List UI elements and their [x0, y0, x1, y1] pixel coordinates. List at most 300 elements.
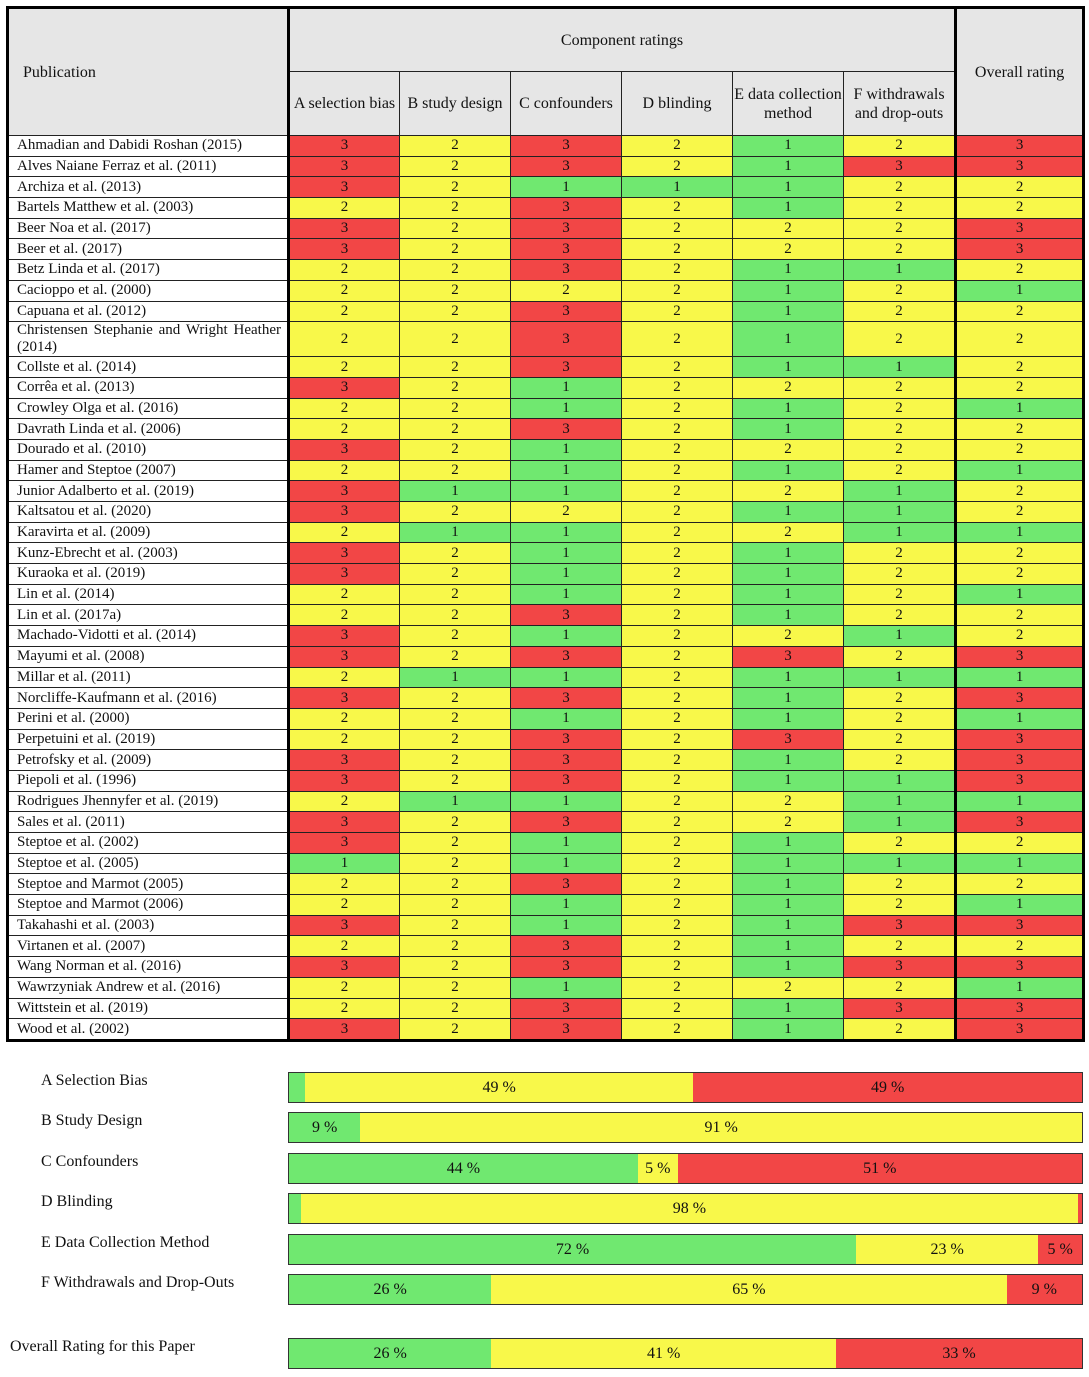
rating-cell-overall: 3 — [956, 688, 1084, 709]
stacked-bar — [288, 1193, 1083, 1224]
rating-cell-selection-bias: 3 — [289, 177, 400, 198]
stacked-bar — [288, 1338, 1083, 1369]
rating-cell-confounders: 3 — [511, 729, 622, 750]
rating-cell-study-design: 1 — [400, 667, 511, 688]
table-row — [8, 750, 1084, 771]
rating-cell-withdrawals: 2 — [844, 1019, 956, 1041]
table-row — [8, 957, 1084, 978]
rating-cell-confounders: 3 — [511, 419, 622, 440]
rating-cell-blinding: 2 — [622, 688, 733, 709]
rating-cell-withdrawals: 2 — [844, 322, 956, 357]
rating-cell-study-design: 2 — [400, 626, 511, 647]
rating-cell-blinding: 2 — [622, 460, 733, 481]
rating-cell-selection-bias: 3 — [289, 136, 400, 157]
rating-cell-study-design: 1 — [400, 791, 511, 812]
rating-cell-blinding: 2 — [622, 419, 733, 440]
rating-cell-selection-bias: 3 — [289, 502, 400, 523]
rating-cell-confounders: 1 — [511, 398, 622, 419]
rating-cell-selection-bias: 2 — [289, 895, 400, 916]
bar-segment-red — [1078, 1194, 1082, 1223]
rating-cell-overall: 3 — [956, 646, 1084, 667]
rating-cell-confounders: 1 — [511, 977, 622, 998]
rating-cell-withdrawals: 2 — [844, 136, 956, 157]
rating-cell-confounders: 1 — [511, 177, 622, 198]
rating-cell-confounders: 1 — [511, 543, 622, 564]
rating-cell-selection-bias: 2 — [289, 280, 400, 301]
rating-cell-data-collection: 1 — [733, 156, 844, 177]
rating-cell-study-design: 2 — [400, 198, 511, 219]
publication-cell: Wittstein et al. (2019) — [8, 998, 289, 1019]
rating-cell-withdrawals: 2 — [844, 833, 956, 854]
summary-label: E Data Collection Method — [41, 1234, 210, 1251]
publication-cell: Corrêa et al. (2013) — [8, 377, 289, 398]
rating-cell-selection-bias: 3 — [289, 377, 400, 398]
rating-cell-selection-bias: 1 — [289, 853, 400, 874]
rating-cell-selection-bias: 2 — [289, 522, 400, 543]
rating-cell-blinding: 2 — [622, 543, 733, 564]
table-row — [8, 646, 1084, 667]
rating-cell-withdrawals: 3 — [844, 156, 956, 177]
rating-cell-withdrawals: 2 — [844, 439, 956, 460]
rating-cell-overall: 2 — [956, 874, 1084, 895]
rating-cell-overall: 1 — [956, 280, 1084, 301]
rating-cell-overall: 1 — [956, 667, 1084, 688]
rating-cell-overall: 1 — [956, 398, 1084, 419]
rating-cell-study-design: 2 — [400, 502, 511, 523]
rating-cell-confounders: 3 — [511, 301, 622, 322]
rating-cell-overall: 3 — [956, 770, 1084, 791]
rating-cell-blinding: 2 — [622, 812, 733, 833]
stacked-bar — [288, 1274, 1083, 1305]
rating-cell-overall: 3 — [956, 218, 1084, 239]
publication-header: Publication — [8, 8, 289, 136]
rating-cell-data-collection: 1 — [733, 998, 844, 1019]
summary-row — [0, 1183, 1089, 1223]
rating-cell-study-design: 2 — [400, 646, 511, 667]
rating-cell-confounders: 3 — [511, 198, 622, 219]
bar-segment-red: 51 % — [678, 1154, 1082, 1183]
component-ratings-header: Component ratings — [289, 8, 956, 72]
rating-cell-data-collection: 1 — [733, 853, 844, 874]
bar-segment-green: 72 % — [289, 1235, 856, 1264]
rating-cell-confounders: 3 — [511, 998, 622, 1019]
bar-segment-green: 9 % — [289, 1113, 360, 1142]
table-row — [8, 1019, 1084, 1041]
table-row — [8, 729, 1084, 750]
table-row — [8, 977, 1084, 998]
rating-cell-blinding: 1 — [622, 177, 733, 198]
rating-cell-blinding: 2 — [622, 218, 733, 239]
publication-cell: Davrath Linda et al. (2006) — [8, 419, 289, 440]
rating-cell-data-collection: 2 — [733, 481, 844, 502]
rating-cell-data-collection: 1 — [733, 280, 844, 301]
rating-cell-overall: 2 — [956, 260, 1084, 281]
rating-cell-data-collection: 1 — [733, 770, 844, 791]
rating-cell-withdrawals: 2 — [844, 729, 956, 750]
rating-cell-study-design: 2 — [400, 977, 511, 998]
rating-cell-withdrawals: 2 — [844, 977, 956, 998]
rating-cell-selection-bias: 2 — [289, 708, 400, 729]
rating-cell-blinding: 2 — [622, 198, 733, 219]
rating-cell-withdrawals: 2 — [844, 564, 956, 585]
rating-cell-overall: 2 — [956, 564, 1084, 585]
rating-cell-data-collection: 1 — [733, 136, 844, 157]
rating-cell-selection-bias: 2 — [289, 260, 400, 281]
rating-cell-overall: 1 — [956, 460, 1084, 481]
table-row — [8, 584, 1084, 605]
publication-cell: Wood et al. (2002) — [8, 1019, 289, 1041]
table-row — [8, 564, 1084, 585]
rating-cell-data-collection: 2 — [733, 791, 844, 812]
table-row — [8, 770, 1084, 791]
table-row — [8, 895, 1084, 916]
rating-cell-confounders: 3 — [511, 750, 622, 771]
rating-cell-blinding: 2 — [622, 564, 733, 585]
stacked-bar — [288, 1112, 1083, 1143]
rating-cell-selection-bias: 2 — [289, 460, 400, 481]
rating-cell-study-design: 2 — [400, 770, 511, 791]
table-row — [8, 481, 1084, 502]
bar-segment-yellow: 23 % — [856, 1235, 1038, 1264]
rating-cell-confounders: 3 — [511, 605, 622, 626]
rating-cell-overall: 3 — [956, 812, 1084, 833]
rating-cell-study-design: 2 — [400, 543, 511, 564]
rating-cell-study-design: 2 — [400, 895, 511, 916]
rating-cell-selection-bias: 3 — [289, 543, 400, 564]
rating-cell-study-design: 2 — [400, 280, 511, 301]
rating-cell-data-collection: 3 — [733, 646, 844, 667]
rating-cell-confounders: 3 — [511, 936, 622, 957]
summary-label: B Study Design — [41, 1112, 143, 1129]
publication-cell: Ahmadian and Dabidi Roshan (2015) — [8, 136, 289, 157]
bar-segment-green — [289, 1194, 301, 1223]
rating-cell-overall: 3 — [956, 1019, 1084, 1041]
table-row — [8, 812, 1084, 833]
rating-cell-withdrawals: 2 — [844, 177, 956, 198]
rating-cell-confounders: 1 — [511, 564, 622, 585]
stacked-bar — [288, 1072, 1083, 1103]
rating-cell-study-design: 2 — [400, 398, 511, 419]
publication-cell: Christensen Stephanie and Wright Heather (2014) — [8, 322, 289, 357]
publication-cell: Betz Linda et al. (2017) — [8, 260, 289, 281]
table-row — [8, 136, 1084, 157]
rating-cell-selection-bias: 3 — [289, 957, 400, 978]
table-row — [8, 156, 1084, 177]
publication-cell: Kaltsatou et al. (2020) — [8, 502, 289, 523]
publication-cell: Steptoe and Marmot (2006) — [8, 895, 289, 916]
rating-cell-selection-bias: 3 — [289, 812, 400, 833]
rating-cell-blinding: 2 — [622, 357, 733, 378]
rating-cell-study-design: 1 — [400, 522, 511, 543]
bar-segment-yellow: 98 % — [301, 1194, 1078, 1223]
rating-cell-blinding: 2 — [622, 502, 733, 523]
publication-cell: Crowley Olga et al. (2016) — [8, 398, 289, 419]
rating-cell-data-collection: 1 — [733, 301, 844, 322]
publication-cell: Perpetuini et al. (2019) — [8, 729, 289, 750]
publication-cell: Steptoe and Marmot (2005) — [8, 874, 289, 895]
rating-cell-blinding: 2 — [622, 439, 733, 460]
rating-cell-selection-bias: 3 — [289, 481, 400, 502]
rating-cell-confounders: 1 — [511, 460, 622, 481]
bar-segment-red: 33 % — [836, 1339, 1082, 1368]
table-body — [8, 136, 1084, 1041]
rating-cell-selection-bias: 3 — [289, 218, 400, 239]
rating-cell-withdrawals: 1 — [844, 260, 956, 281]
rating-cell-withdrawals: 3 — [844, 998, 956, 1019]
rating-cell-confounders: 2 — [511, 280, 622, 301]
rating-cell-selection-bias: 3 — [289, 439, 400, 460]
rating-cell-withdrawals: 2 — [844, 280, 956, 301]
publication-cell: Machado-Vidotti et al. (2014) — [8, 626, 289, 647]
rating-cell-study-design: 2 — [400, 915, 511, 936]
table-row — [8, 280, 1084, 301]
stacked-bar — [288, 1153, 1083, 1184]
rating-cell-blinding: 2 — [622, 791, 733, 812]
rating-cell-data-collection: 1 — [733, 915, 844, 936]
bar-segment-red: 49 % — [693, 1073, 1082, 1102]
table-row — [8, 791, 1084, 812]
rating-cell-study-design: 1 — [400, 481, 511, 502]
stacked-bar — [288, 1234, 1083, 1265]
rating-cell-data-collection: 1 — [733, 874, 844, 895]
table-row — [8, 357, 1084, 378]
col-header-confounders: C confounders — [511, 72, 622, 136]
summary-row — [0, 1062, 1089, 1102]
rating-cell-data-collection: 1 — [733, 895, 844, 916]
rating-cell-withdrawals: 2 — [844, 239, 956, 260]
rating-cell-withdrawals: 2 — [844, 198, 956, 219]
rating-cell-data-collection: 2 — [733, 239, 844, 260]
rating-cell-confounders: 3 — [511, 156, 622, 177]
rating-cell-confounders: 3 — [511, 957, 622, 978]
rating-cell-selection-bias: 2 — [289, 322, 400, 357]
rating-cell-data-collection: 1 — [733, 502, 844, 523]
publication-cell: Junior Adalberto et al. (2019) — [8, 481, 289, 502]
rating-cell-study-design: 2 — [400, 936, 511, 957]
publication-cell: Karavirta et al. (2009) — [8, 522, 289, 543]
rating-cell-withdrawals: 1 — [844, 626, 956, 647]
rating-cell-blinding: 2 — [622, 280, 733, 301]
rating-cell-selection-bias: 3 — [289, 833, 400, 854]
rating-cell-blinding: 2 — [622, 895, 733, 916]
rating-cell-overall: 1 — [956, 895, 1084, 916]
rating-cell-overall: 3 — [956, 136, 1084, 157]
rating-cell-data-collection: 1 — [733, 177, 844, 198]
rating-cell-confounders: 3 — [511, 260, 622, 281]
rating-cell-data-collection: 2 — [733, 522, 844, 543]
rating-cell-data-collection: 1 — [733, 543, 844, 564]
bar-segment-yellow: 41 % — [491, 1339, 836, 1368]
rating-cell-study-design: 2 — [400, 584, 511, 605]
rating-cell-selection-bias: 3 — [289, 770, 400, 791]
rating-cell-blinding: 2 — [622, 322, 733, 357]
rating-cell-confounders: 3 — [511, 1019, 622, 1041]
rating-cell-withdrawals: 2 — [844, 301, 956, 322]
bar-segment-yellow: 91 % — [360, 1113, 1082, 1142]
rating-cell-blinding: 2 — [622, 301, 733, 322]
publication-cell: Beer Noa et al. (2017) — [8, 218, 289, 239]
bar-segment-yellow: 65 % — [491, 1275, 1006, 1304]
rating-cell-confounders: 2 — [511, 502, 622, 523]
rating-cell-study-design: 2 — [400, 301, 511, 322]
publication-cell: Wawrzyniak Andrew et al. (2016) — [8, 977, 289, 998]
rating-cell-study-design: 2 — [400, 419, 511, 440]
rating-cell-blinding: 2 — [622, 874, 733, 895]
rating-cell-study-design: 2 — [400, 439, 511, 460]
rating-cell-study-design: 2 — [400, 688, 511, 709]
rating-cell-data-collection: 1 — [733, 1019, 844, 1041]
rating-cell-withdrawals: 2 — [844, 750, 956, 771]
rating-cell-data-collection: 1 — [733, 419, 844, 440]
table-row — [8, 688, 1084, 709]
rating-cell-selection-bias: 2 — [289, 977, 400, 998]
rating-cell-overall: 3 — [956, 156, 1084, 177]
overall-rating-header: Overall rating — [956, 8, 1084, 136]
rating-cell-selection-bias: 3 — [289, 564, 400, 585]
publication-cell: Takahashi et al. (2003) — [8, 915, 289, 936]
publication-cell: Wang Norman et al. (2016) — [8, 957, 289, 978]
rating-cell-data-collection: 1 — [733, 584, 844, 605]
rating-cell-overall: 1 — [956, 853, 1084, 874]
rating-cell-withdrawals: 1 — [844, 812, 956, 833]
rating-cell-blinding: 2 — [622, 833, 733, 854]
rating-cell-confounders: 3 — [511, 136, 622, 157]
rating-cell-selection-bias: 3 — [289, 915, 400, 936]
rating-cell-selection-bias: 3 — [289, 750, 400, 771]
rating-cell-confounders: 1 — [511, 791, 622, 812]
table-row — [8, 398, 1084, 419]
rating-cell-withdrawals: 3 — [844, 915, 956, 936]
rating-cell-data-collection: 3 — [733, 729, 844, 750]
rating-cell-selection-bias: 2 — [289, 791, 400, 812]
summary-row — [0, 1102, 1089, 1142]
rating-cell-confounders: 1 — [511, 708, 622, 729]
rating-cell-confounders: 1 — [511, 833, 622, 854]
rating-cell-study-design: 2 — [400, 177, 511, 198]
table-row — [8, 377, 1084, 398]
publication-cell: Lin et al. (2017a) — [8, 605, 289, 626]
publication-cell: Kunz-Ebrecht et al. (2003) — [8, 543, 289, 564]
table-row — [8, 460, 1084, 481]
rating-cell-blinding: 2 — [622, 708, 733, 729]
rating-cell-blinding: 2 — [622, 156, 733, 177]
rating-cell-withdrawals: 1 — [844, 770, 956, 791]
rating-cell-data-collection: 2 — [733, 812, 844, 833]
table-row — [8, 543, 1084, 564]
rating-cell-confounders: 3 — [511, 357, 622, 378]
rating-cell-withdrawals: 1 — [844, 357, 956, 378]
rating-cell-data-collection: 1 — [733, 688, 844, 709]
rating-cell-withdrawals: 2 — [844, 543, 956, 564]
rating-cell-overall: 1 — [956, 522, 1084, 543]
publication-cell: Beer et al. (2017) — [8, 239, 289, 260]
rating-cell-blinding: 2 — [622, 977, 733, 998]
table-row — [8, 605, 1084, 626]
rating-cell-selection-bias: 3 — [289, 646, 400, 667]
rating-cell-confounders: 3 — [511, 812, 622, 833]
rating-cell-blinding: 2 — [622, 1019, 733, 1041]
rating-cell-confounders: 1 — [511, 481, 622, 502]
rating-cell-overall: 2 — [956, 833, 1084, 854]
rating-cell-data-collection: 1 — [733, 260, 844, 281]
rating-cell-data-collection: 1 — [733, 833, 844, 854]
rating-cell-overall: 3 — [956, 998, 1084, 1019]
table-row — [8, 301, 1084, 322]
rating-cell-overall: 2 — [956, 377, 1084, 398]
rating-cell-data-collection: 2 — [733, 977, 844, 998]
publication-cell: Millar et al. (2011) — [8, 667, 289, 688]
rating-cell-data-collection: 1 — [733, 460, 844, 481]
rating-cell-overall: 1 — [956, 584, 1084, 605]
rating-cell-overall: 3 — [956, 729, 1084, 750]
rating-cell-confounders: 3 — [511, 322, 622, 357]
rating-cell-blinding: 2 — [622, 998, 733, 1019]
publication-cell: Steptoe et al. (2002) — [8, 833, 289, 854]
table-row — [8, 626, 1084, 647]
rating-cell-overall: 2 — [956, 502, 1084, 523]
publication-cell: Lin et al. (2014) — [8, 584, 289, 605]
rating-cell-blinding: 2 — [622, 522, 733, 543]
rating-cell-study-design: 2 — [400, 357, 511, 378]
rating-cell-study-design: 2 — [400, 998, 511, 1019]
rating-cell-study-design: 2 — [400, 136, 511, 157]
rating-cell-selection-bias: 2 — [289, 605, 400, 626]
rating-cell-data-collection: 1 — [733, 667, 844, 688]
table-row — [8, 198, 1084, 219]
rating-cell-selection-bias: 3 — [289, 688, 400, 709]
rating-cell-withdrawals: 2 — [844, 419, 956, 440]
rating-cell-withdrawals: 2 — [844, 398, 956, 419]
rating-cell-confounders: 3 — [511, 770, 622, 791]
table-row — [8, 522, 1084, 543]
rating-cell-withdrawals: 2 — [844, 460, 956, 481]
rating-cell-blinding: 2 — [622, 646, 733, 667]
rating-cell-blinding: 2 — [622, 260, 733, 281]
publication-cell: Steptoe et al. (2005) — [8, 853, 289, 874]
rating-cell-study-design: 2 — [400, 377, 511, 398]
bar-segment-green: 26 % — [289, 1339, 491, 1368]
rating-cell-data-collection: 2 — [733, 218, 844, 239]
bar-segment-yellow: 49 % — [305, 1073, 694, 1102]
rating-cell-confounders: 3 — [511, 646, 622, 667]
rating-cell-overall: 3 — [956, 750, 1084, 771]
rating-cell-overall: 2 — [956, 543, 1084, 564]
rating-cell-confounders: 1 — [511, 584, 622, 605]
publication-cell: Rodrigues Jhennyfer et al. (2019) — [8, 791, 289, 812]
rating-cell-study-design: 2 — [400, 218, 511, 239]
table-row — [8, 998, 1084, 1019]
publication-cell: Cacioppo et al. (2000) — [8, 280, 289, 301]
rating-cell-selection-bias: 2 — [289, 729, 400, 750]
rating-cell-study-design: 2 — [400, 260, 511, 281]
rating-cell-confounders: 1 — [511, 439, 622, 460]
bar-segment-green: 26 % — [289, 1275, 491, 1304]
rating-cell-blinding: 2 — [622, 770, 733, 791]
rating-cell-study-design: 2 — [400, 605, 511, 626]
rating-cell-overall: 1 — [956, 708, 1084, 729]
rating-cell-data-collection: 1 — [733, 605, 844, 626]
rating-cell-data-collection: 1 — [733, 936, 844, 957]
rating-cell-blinding: 2 — [622, 853, 733, 874]
table-row — [8, 322, 1084, 357]
table-row — [8, 239, 1084, 260]
publication-cell: Virtanen et al. (2007) — [8, 936, 289, 957]
col-header-selection-bias: A selection bias — [289, 72, 400, 136]
rating-cell-overall: 2 — [956, 605, 1084, 626]
rating-cell-data-collection: 1 — [733, 357, 844, 378]
rating-cell-study-design: 2 — [400, 322, 511, 357]
publication-cell: Piepoli et al. (1996) — [8, 770, 289, 791]
